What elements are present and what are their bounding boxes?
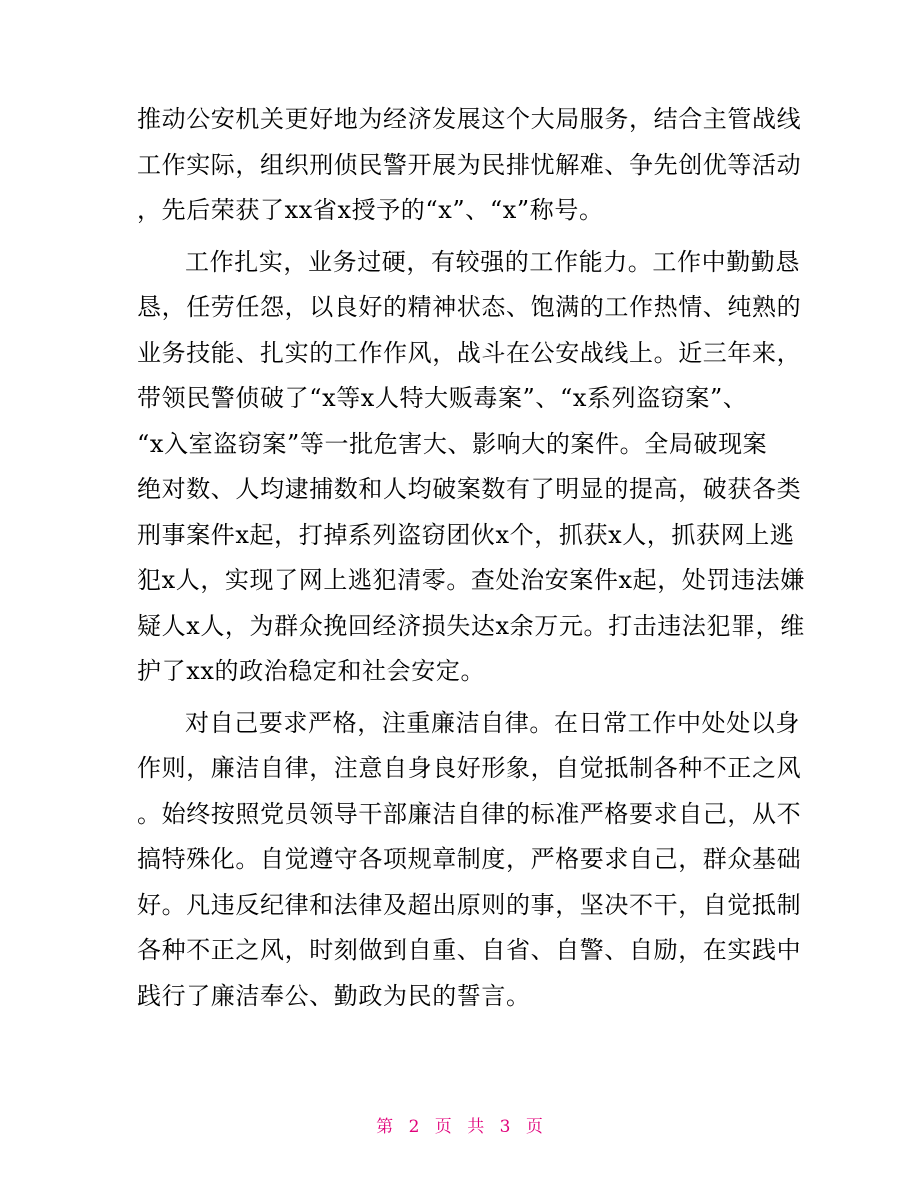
paragraph-3	[137, 701, 802, 1020]
text-line: 践行了廉洁奉公、勤政为民的誓言。	[137, 981, 531, 1010]
text-line: 推动公安机关更好地为经济发展这个大局服务，结合主管战线	[137, 105, 802, 133]
text-line: ，先后荣获了xx省x授予的“x”、“x”称号。	[137, 196, 604, 224]
text-line: “x入室盗窃案”等一批危害大、影响大的案件。全局破现案	[137, 429, 768, 458]
text-line: 工作实际，组织刑侦民警开展为民排忧解难、争先创优等活动	[137, 150, 802, 179]
text-line: 刑事案件x起，打掉系列盗窃团伙x个，抓获x人，抓获网上逃	[137, 520, 795, 549]
text-line: 搞特殊化。自觉遵守各项规章制度，严格要求自己，群众基础	[137, 845, 802, 873]
text-line: 绝对数、人均逮捕数和人均破案数有了明显的提高，破获各类	[137, 475, 802, 503]
footer-page-word: 页	[434, 1117, 453, 1137]
footer-prefix: 第	[376, 1117, 395, 1137]
paragraph-1	[137, 97, 802, 234]
text-line: 各种不正之风，时刻做到自重、自省、自警、自励，在实践中	[137, 936, 802, 964]
text-line: 疑人x人，为群众挽回经济损失达x余万元。打击违法犯罪，维	[137, 611, 805, 640]
text-line: 好。凡违反纪律和法律及超出原则的事，坚决不干，自觉抵制	[137, 890, 802, 919]
text-line: 护了xx的政治稳定和社会安定。	[137, 657, 486, 685]
text-line: 。始终按照党员领导干部廉洁自律的标准严格要求自己，从不	[137, 799, 802, 828]
text-line: 犯x人，实现了网上逃犯清零。查处治安案件x起，处罚违法嫌	[137, 566, 805, 594]
text-line: 对自己要求严格，注重廉洁自律。在日常工作中处处以身	[185, 708, 800, 737]
footer-total-pages: 3	[499, 1117, 512, 1137]
footer-current-page: 2	[408, 1117, 421, 1137]
footer-total-suffix: 页	[525, 1117, 544, 1137]
text-line: 恳，任劳任怨，以良好的精神状态、饱满的工作热情、纯熟的	[137, 293, 802, 321]
text-line: 业务技能、扎实的工作作风，战斗在公安战线上。近三年来，	[137, 338, 802, 367]
footer-total-prefix: 共	[467, 1117, 486, 1137]
paragraph-2	[137, 240, 805, 695]
page-footer	[0, 1112, 920, 1137]
text-line: 作则，廉洁自律，注意自身良好形象，自觉抵制各种不正之风	[137, 754, 802, 782]
text-line: 带领民警侦破了“x等x人特大贩毒案”、“x系列盗窃案”、	[137, 384, 748, 412]
document-body	[137, 97, 805, 1019]
text-line: 工作扎实，业务过硬，有较强的工作能力。工作中勤勤恳	[185, 247, 800, 276]
